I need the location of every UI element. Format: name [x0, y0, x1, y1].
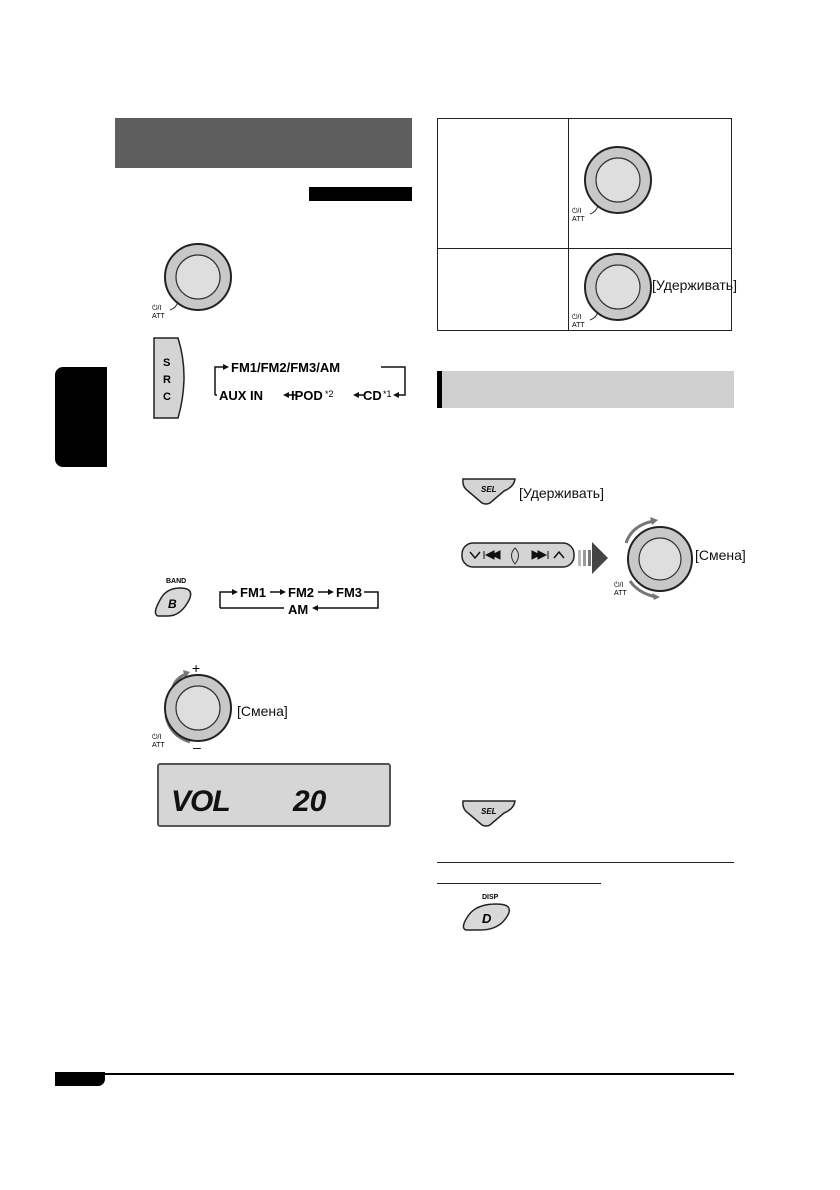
dial-change-caption: [Смена] [695, 547, 746, 563]
band-label: BAND [166, 578, 187, 585]
src-letter-s: S [163, 357, 171, 369]
volume-plus: + [192, 660, 201, 676]
vol-knob-att-label: ATT [152, 742, 165, 749]
band-am: AM [288, 602, 309, 617]
volume-dial-icon[interactable] [150, 660, 240, 755]
seq-cd-mark: *1 [383, 389, 392, 399]
src-button[interactable] [150, 336, 190, 420]
volume-minus: – [193, 739, 201, 755]
divider-rule-long [437, 862, 734, 863]
svg-text:⏻/I: ⏻/I [614, 582, 624, 589]
band-fm2: FM2 [288, 585, 314, 600]
section-header-gray [437, 371, 734, 408]
sel-button[interactable] [460, 475, 518, 507]
power-knob-icon [150, 240, 240, 325]
svg-text:ATT: ATT [614, 590, 627, 597]
vol-knob-power-label: ⏻/I [152, 734, 162, 741]
sel-hold-caption: [Удерживать] [519, 485, 604, 501]
band-letter: B [168, 597, 177, 611]
table-knob-icon-2 [570, 250, 660, 330]
lcd-display [157, 763, 391, 827]
lcd-vol-value: 20 [293, 785, 327, 818]
band-sequence-diagram [212, 580, 387, 620]
footer-rule [55, 1073, 734, 1075]
src-letter-r: R [163, 374, 171, 386]
band-fm1: FM1 [240, 585, 266, 600]
table-knob-icon-1 [570, 140, 660, 225]
section-header-bar [115, 118, 412, 168]
src-letter-c: C [163, 391, 171, 403]
transition-arrow [578, 540, 610, 576]
table-hold-caption: [Удерживать] [652, 277, 737, 293]
sel-label-2: SEL [481, 807, 497, 816]
subsection-black-bar [309, 187, 412, 201]
disp-button[interactable] [458, 890, 518, 934]
seq-fm-am: FM1/FM2/FM3/AM [231, 360, 341, 375]
svg-text:ATT: ATT [572, 322, 585, 329]
knob-att-label: ATT [152, 313, 165, 320]
page-number-tab [55, 1072, 105, 1086]
source-sequence-diagram [205, 355, 415, 405]
svg-text:ATT: ATT [572, 216, 585, 223]
table-col-divider [568, 119, 569, 330]
rotary-dial-icon[interactable] [612, 515, 697, 600]
band-fm3: FM3 [336, 585, 362, 600]
seq-ipod: IPOD [291, 388, 323, 403]
seq-cd: CD [363, 388, 382, 403]
svg-text:⏻/I: ⏻/I [572, 208, 582, 215]
band-button[interactable] [150, 574, 200, 620]
divider-rule-short [437, 883, 601, 884]
seq-aux-in: AUX IN [219, 388, 264, 403]
sel-button-2[interactable] [460, 797, 518, 829]
disp-letter: D [482, 911, 492, 926]
lcd-vol-label: VOL [171, 785, 230, 818]
disp-label: DISP [482, 894, 499, 901]
section-header-accent [437, 371, 442, 408]
sel-label: SEL [481, 485, 497, 494]
language-side-tab [55, 367, 107, 467]
table-row-divider [438, 248, 731, 249]
svg-text:⏻/I: ⏻/I [572, 314, 582, 321]
seek-button-bar[interactable] [460, 540, 576, 572]
knob-power-label: ⏻/I [152, 305, 162, 312]
seq-ipod-mark: *2 [325, 389, 334, 399]
volume-caption: [Смена] [237, 703, 288, 719]
